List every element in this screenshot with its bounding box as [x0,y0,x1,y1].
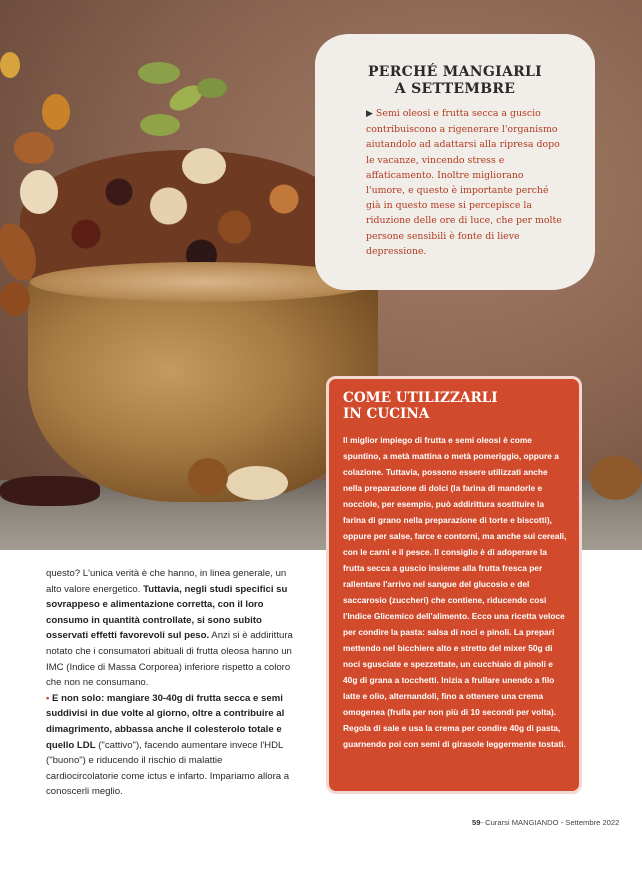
callout-title [315,64,595,98]
callout-text: Semi oleosi e frutta secca a guscio contribuiscono a rigenerare l'organismo aiutandolo ad adattarsi alla ripresa dopo le vacanze, vincendo stress e affaticamento. Inoltre migliorano l'umore, e questo è importante perché già in questo mese si percepisce la riduzione delle ore di luce, che per molte persone sensibili è fonte di lieve depressione. [366,108,562,257]
pistachio [138,62,180,84]
box-title-line1: COME UTILIZZARLI [343,390,498,406]
triangle-bullet-icon: ▶ [366,109,373,119]
raisin [0,52,20,78]
section-name: MANGIANDO [511,818,559,827]
callout-body [366,106,564,259]
paragraph-bold-text: Tuttavia, negli studi specifici su sovrappeso e alimentazione corretta, con il loro consumo in quantità controllate, si sono subito osservati effetti favorevoli sul peso. [46,583,288,642]
cashew [226,466,288,500]
box-text: Il miglior impiego di frutta e semi oleosi è come spuntino, a metà mattina o metà pomeriggio, oppure a colazione. Tuttavia, possono essere utilizzati anche nella preparazione di dolci (la farina di mandorle e nocciole, per esempio, può addirittura sostituire la farina di grano nella preparazione di torte e biscotti), oppure per salse, farce e contorni, ma anche sui cereali, con le carni e il pesce. Il consiglio è di adoperare la frutta secca a guscio insieme alla frutta fresca per rallentare l'arrivo nel sangue del glucosio e del saccarosio (zuccheri) che contiene, riducendo così l'Indice Glicemico dell'alimento. Ecco una ricetta veloce per condire la pasta: salsa di noci e pinoli. [343,435,567,637]
raisin-pile [0,476,100,506]
almond [0,282,30,316]
paragraph-text: questo? L'unica verità è che hanno, in linea generale, un alto valore energetico. [46,568,287,595]
walnut [188,458,228,496]
page-number: 59 [472,818,481,827]
almond [14,132,54,164]
paragraph-bold-text: E non solo: mangiare 30-40g di frutta secca e semi suddivisi in due volte al giorno, oltre a contribuire al dimagrimento, abbassa anche il colesterolo totale e quello LDL [46,692,285,751]
cashew [182,148,226,184]
pistachio [197,78,227,98]
article-column [46,566,294,800]
bullet: • [46,692,50,704]
paragraph-text: Anzi si è addirittura notato che i consumatori abituali di frutta oleosa hanno un IMC (Indice di Massa Corporea) inferiore rispetto a coloro che non ne consumano. [46,630,293,689]
magazine-name: - Curarsi [480,818,510,827]
walnut [590,456,642,500]
box-recipe-text: La prepari mettendo nel bicchiere alto e stretto del mixer 50g di noci sgusciate e spezzettate, un cucchiaio di pinoli e 40g di grana a tocchetti. Inizia a frullare unendo a filo latte e olio, alternandoli, fino a ottenere una crema omogenea (frulla per non più di 10 secondi per volta). Regola di sale e usa la crema per condire 40g di pasta, guarnendo poi con semi di girasole leggermente tostati. [343,627,566,749]
cashew [20,170,58,214]
callout-title-line1: PERCHÉ MANGIARLI [367,64,543,80]
paragraph-text: ("cattivo"), facendo aumentare invece l'HDL ("buono") e riducendo il rischio di malattie cardiocircolatorie come ictus e infarto. Impariamo allora a conoscerli meglio. [46,739,290,798]
box-title-line2: IN CUCINA [343,406,430,422]
box-body [343,432,568,752]
box-title [343,390,568,422]
paragraph [46,566,294,691]
raisin [42,94,70,130]
callout-title-line2: A SETTEMBRE [394,81,516,97]
pistachio [140,114,180,136]
issue-date: - Settembre 2022 [560,818,620,827]
paragraph [46,691,294,800]
page-footer [472,818,620,827]
